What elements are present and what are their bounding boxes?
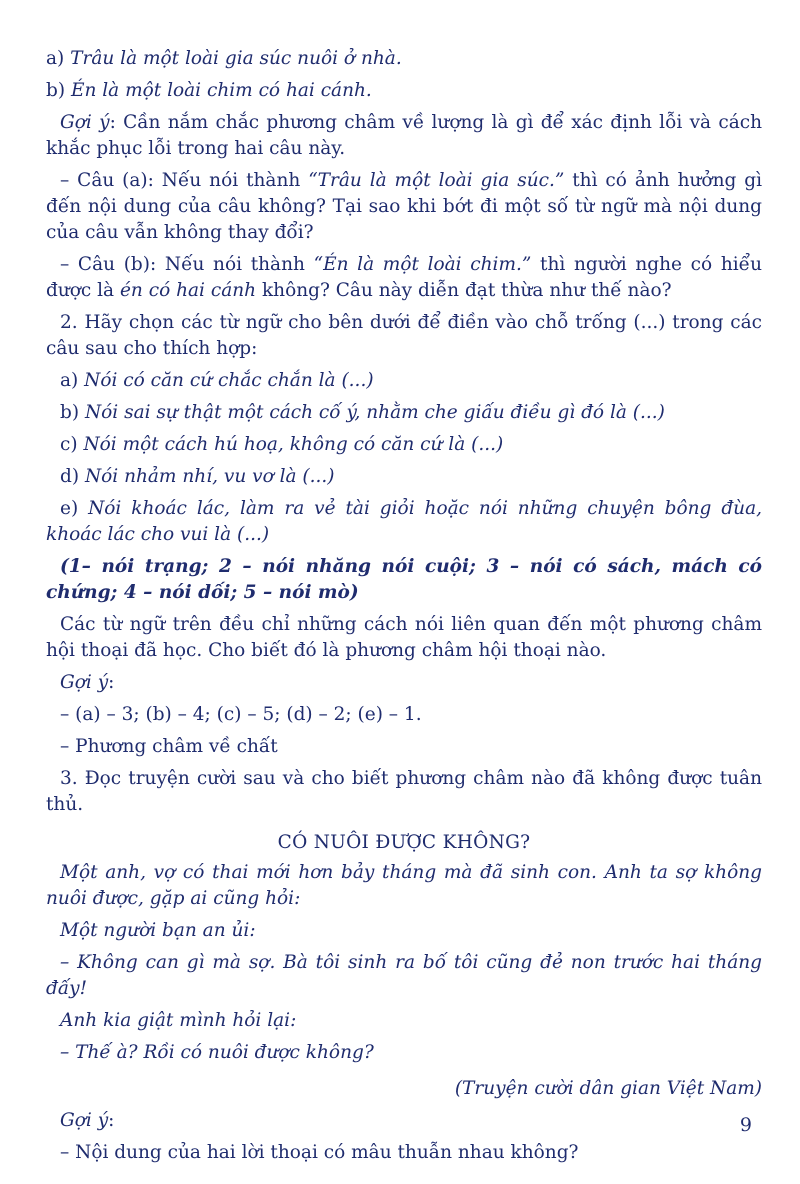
hint-1-case-a <box>46 168 762 246</box>
hint-label: Gợi ý <box>60 1110 109 1131</box>
item-text: Nói nhảm nhí, vu vơ là (...) <box>84 466 335 487</box>
question-3: 3. Đọc truyện cười sau và cho biết phương châm nào đã không được tuân thủ. <box>46 768 762 815</box>
text-run: – Câu (b): Nếu nói thành <box>60 254 314 275</box>
example-a-text: Trâu là một loài gia súc nuôi ở nhà. <box>70 48 402 69</box>
question-2-e <box>46 496 762 548</box>
item-label: b) <box>46 80 71 101</box>
page-number: 9 <box>739 1114 752 1136</box>
item-label: a) <box>60 370 85 391</box>
hint-2-answer: – (a) – 3; (b) – 4; (c) – 5; (d) – 2; (e) – 1. <box>60 704 422 725</box>
item-text: Nói khoác lác, làm ra vẻ tài giỏi hoặc nói những chuyện bông đùa, khoác lác cho vui là (...) <box>46 498 762 545</box>
example-b <box>46 78 762 104</box>
quoted-sentence: “Én là một loài chim.” <box>313 254 532 275</box>
question-2-b <box>46 400 762 426</box>
story-paragraph-2: Một người bạn an ủi: <box>60 920 256 941</box>
hint-label: Gợi ý <box>60 672 109 693</box>
story-title: CÓ NUÔI ĐƯỢC KHÔNG? <box>277 832 531 853</box>
item-label: d) <box>60 466 85 487</box>
question-2-c <box>46 432 762 458</box>
colon: : <box>108 672 115 693</box>
quoted-sentence: “Trâu là một loài gia súc.” <box>308 170 565 191</box>
hint-label: Gợi ý <box>60 112 110 133</box>
hint-2 <box>46 670 762 696</box>
text-run: thì người nghe có hiểu được là <box>46 254 762 301</box>
story-paragraph-4: Anh kia giật mình hỏi lại: <box>60 1010 297 1031</box>
item-label: e) <box>60 498 89 519</box>
story-paragraph-1: Một anh, vợ có thai mới hơn bảy tháng mà đã sinh con. Anh ta sợ không nuôi được, gặp ai cũng hỏi: <box>46 862 762 909</box>
question-2-d <box>46 464 762 490</box>
item-label: b) <box>60 402 85 423</box>
text-run: không? Câu này diễn đạt thừa như thế nào? <box>256 280 672 301</box>
text-run: thì có ảnh hưởng gì đến nội dung của câu không? Tại sao khi bớt đi một số từ ngữ mà nội dung của câu vẫn không thay đổi? <box>46 170 763 243</box>
example-a <box>46 46 762 72</box>
example-b-text: Én là một loài chim có hai cánh. <box>70 80 372 101</box>
item-label: a) <box>46 48 71 69</box>
item-text: Nói có căn cứ chắc chắn là (...) <box>84 370 374 391</box>
question-2: 2. Hãy chọn các từ ngữ cho bên dưới để điền vào chỗ trống (...) trong các câu sau cho thích hợp: <box>46 312 762 359</box>
item-label: c) <box>60 434 84 455</box>
colon: : <box>108 1110 115 1131</box>
question-2-follow-up: Các từ ngữ trên đều chỉ những cách nói liên quan đến một phương châm hội thoại đã học. Cho biết đó là phương châm hội thoại nào. <box>46 614 762 661</box>
question-2-a <box>46 368 762 394</box>
item-text: Nói một cách hú hoạ, không có căn cứ là (...) <box>83 434 504 455</box>
story-paragraph-3: – Không can gì mà sợ. Bà tôi sinh ra bố tôi cũng đẻ non trước hai tháng đấy! <box>46 952 762 999</box>
hint-1-text: : Cần nắm chắc phương châm về lượng là gì để xác định lỗi và cách khắc phục lỗi trong hai câu này. <box>46 112 762 159</box>
hint-3 <box>46 1108 762 1134</box>
answer-options: (1– nói trạng; 2 – nói nhăng nói cuội; 3 – nói có sách, mách có chứng; 4 – nói dối; 5 – nói mò) <box>46 556 762 603</box>
hint-1 <box>46 110 762 162</box>
item-text: Nói sai sự thật một cách cố ý, nhằm che giấu điều gì đó là (...) <box>84 402 665 423</box>
story-source: (Truyện cười dân gian Việt Nam) <box>454 1078 762 1099</box>
hint-2-principle: – Phương châm về chất <box>60 736 278 757</box>
hint-1-case-b <box>46 252 762 304</box>
text-run: – Câu (a): Nếu nói thành <box>60 170 309 191</box>
emphasis: én có hai cánh <box>119 280 257 301</box>
story-paragraph-5: – Thế à? Rồi có nuôi được không? <box>60 1042 374 1063</box>
hint-3-question: – Nội dung của hai lời thoại có mâu thuẫn nhau không? <box>60 1142 579 1163</box>
